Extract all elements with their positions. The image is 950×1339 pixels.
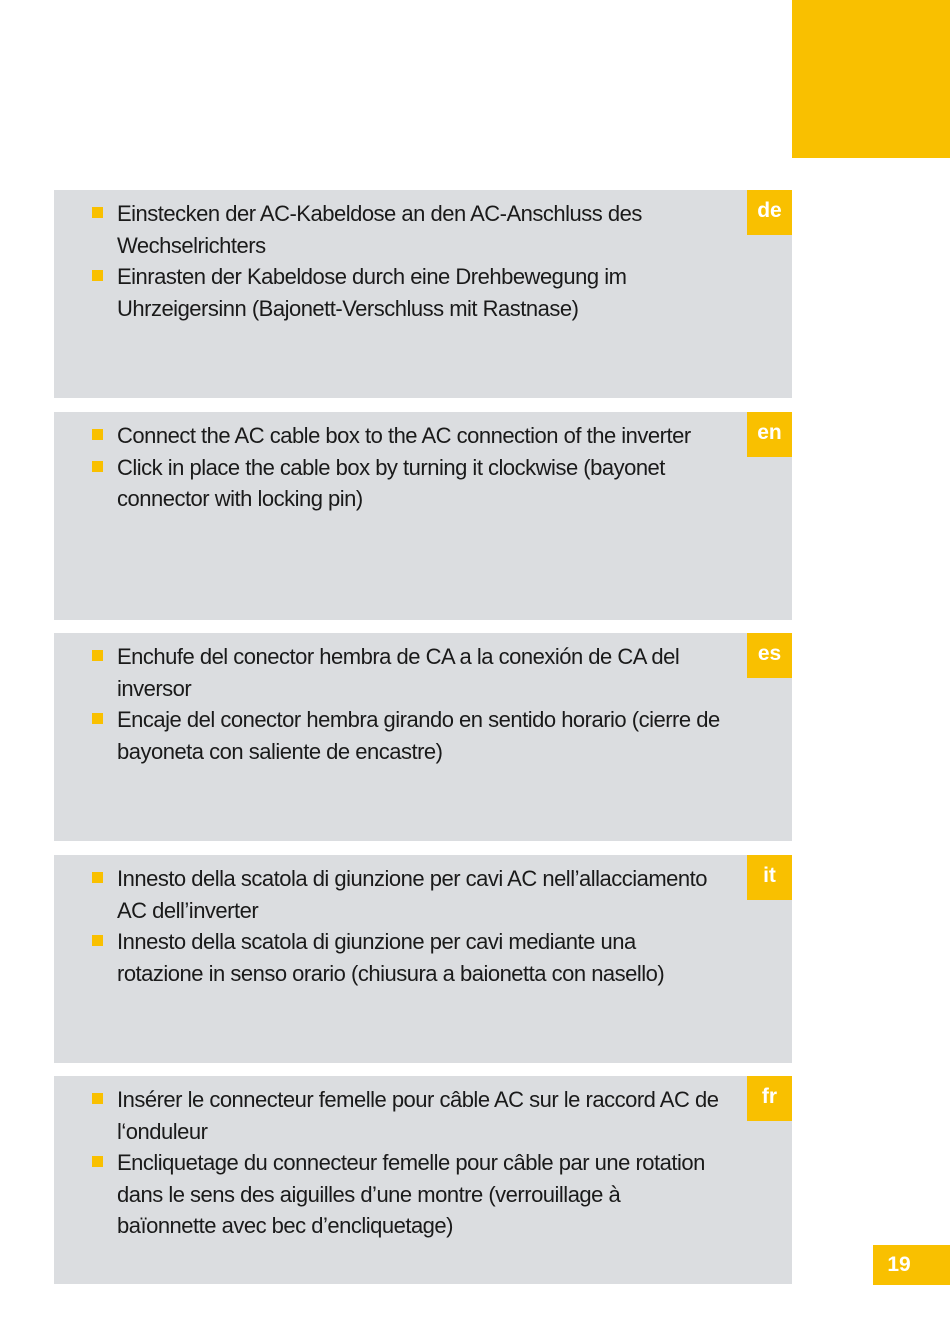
list-item xyxy=(90,261,720,324)
bullet-square-icon xyxy=(92,429,103,440)
language-badge: en xyxy=(747,412,792,457)
section-de xyxy=(54,190,792,398)
instruction-list xyxy=(90,198,720,324)
bullet-square-icon xyxy=(92,270,103,281)
list-item-text: Insérer le connecteur femelle pour câble AC sur le raccord AC de l‘onduleur xyxy=(117,1087,719,1144)
section-fr xyxy=(54,1076,792,1284)
section-en xyxy=(54,412,792,620)
list-item-text: Enchufe del conector hembra de CA a la conexión de CA del inversor xyxy=(117,644,680,701)
page-number: 19 xyxy=(873,1245,950,1285)
section-it xyxy=(54,855,792,1063)
language-badge: fr xyxy=(747,1076,792,1121)
list-item-text: Encliquetage du connecteur femelle pour câble par une rotation dans le sens des aiguilles d’une montre (verrouillage à baïonnette avec bec d’encliquetage) xyxy=(117,1150,705,1238)
list-item xyxy=(90,1084,720,1147)
corner-accent-tab xyxy=(792,0,950,158)
list-item-text: Connect the AC cable box to the AC connection of the inverter xyxy=(117,423,691,448)
list-item-text: Einrasten der Kabeldose durch eine Drehbewegung im Uhrzeigersinn (Bajonett-Verschluss mit Rastnase) xyxy=(117,264,627,321)
list-item-text: Click in place the cable box by turning it clockwise (bayonet connector with locking pin) xyxy=(117,454,665,511)
list-item xyxy=(90,420,720,452)
list-item xyxy=(90,1147,720,1242)
bullet-square-icon xyxy=(92,935,103,946)
bullet-square-icon xyxy=(92,650,103,661)
list-item xyxy=(90,926,720,989)
bullet-square-icon xyxy=(92,207,103,218)
bullet-square-icon xyxy=(92,872,103,883)
language-badge: es xyxy=(747,633,792,678)
list-item-text: Innesto della scatola di giunzione per cavi mediante una rotazione in senso orario (chiusura a baionetta con nasello) xyxy=(117,929,665,986)
instruction-list xyxy=(90,641,720,767)
list-item xyxy=(90,704,720,767)
section-es xyxy=(54,633,792,841)
list-item xyxy=(90,863,720,926)
list-item-text: Innesto della scatola di giunzione per cavi AC nell’allacciamento AC dell’inverter xyxy=(117,866,707,923)
language-badge: it xyxy=(747,855,792,900)
bullet-square-icon xyxy=(92,461,103,472)
bullet-square-icon xyxy=(92,1093,103,1104)
list-item-text: Einstecken der AC-Kabeldose an den AC-Anschluss des Wechselrichters xyxy=(117,201,642,258)
language-badge: de xyxy=(747,190,792,235)
list-item xyxy=(90,641,720,704)
instruction-list xyxy=(90,1084,720,1242)
bullet-square-icon xyxy=(92,1156,103,1167)
bullet-square-icon xyxy=(92,713,103,724)
list-item xyxy=(90,198,720,261)
list-item-text: Encaje del conector hembra girando en sentido horario (cierre de bayoneta con saliente de encastre) xyxy=(117,707,720,764)
instruction-list xyxy=(90,420,720,515)
instruction-list xyxy=(90,863,720,989)
list-item xyxy=(90,452,720,515)
